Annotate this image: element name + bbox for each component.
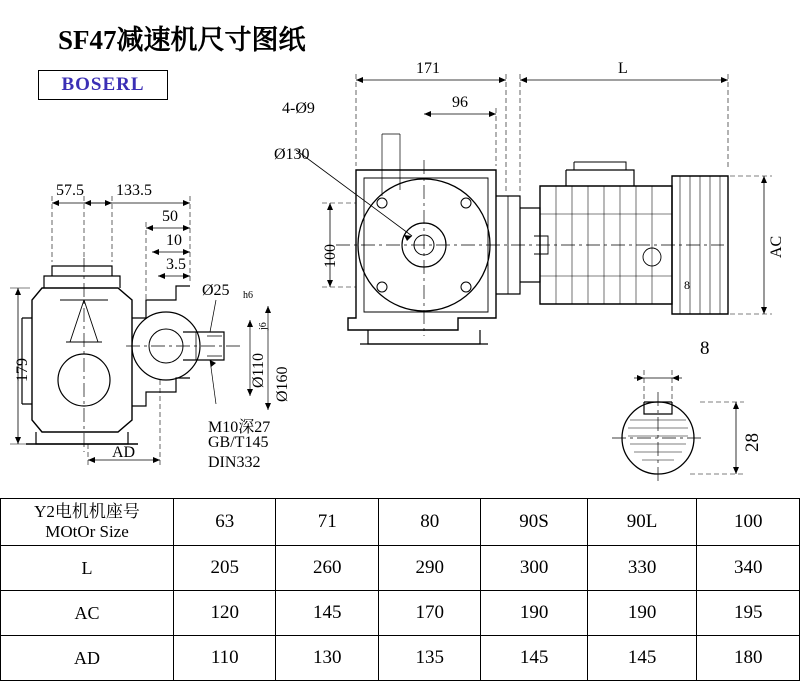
dim-d130: Ø130 — [274, 146, 310, 163]
table-cell: 100 — [697, 499, 800, 546]
table-cell: 63 — [174, 499, 276, 546]
note-standard-din: DIN332 — [208, 454, 261, 471]
dim-d25: Ø25 — [202, 282, 230, 299]
row-header-line2: MOtOr Size — [45, 522, 129, 541]
table-cell: 145 — [481, 636, 587, 681]
row-header-L: L — [1, 546, 174, 591]
motor-mark-8: 8 — [684, 278, 690, 292]
table-cell: 340 — [697, 546, 800, 591]
table-cell: 190 — [587, 591, 697, 636]
table-cell: 120 — [174, 591, 276, 636]
table-cell: 145 — [587, 636, 697, 681]
table-row — [1, 546, 800, 591]
dim-171: 171 — [416, 60, 440, 77]
table-row — [1, 591, 800, 636]
table-cell: 205 — [174, 546, 276, 591]
brand-name: BOSERL — [61, 74, 145, 95]
dim-d110-tolerance: j6 — [258, 322, 269, 330]
table-row — [1, 636, 800, 681]
note-thread-m10: M10深27 — [208, 419, 271, 436]
table-cell: 290 — [378, 546, 480, 591]
table-cell: 180 — [697, 636, 800, 681]
table-cell: 145 — [276, 591, 378, 636]
table-cell: 170 — [378, 591, 480, 636]
table-cell: 195 — [697, 591, 800, 636]
dim-d160: Ø160 — [274, 366, 291, 402]
row-header-motor-size — [1, 499, 174, 546]
dim-50: 50 — [162, 208, 178, 225]
dim-57-5: 57.5 — [56, 182, 84, 199]
table-cell: 90L — [587, 499, 697, 546]
dim-100: 100 — [322, 244, 339, 268]
dim-8: 8 — [700, 338, 710, 359]
table-cell: 90S — [481, 499, 587, 546]
dim-d25-tolerance: h6 — [243, 290, 253, 301]
row-header-AD: AD — [1, 636, 174, 681]
row-header-AC: AC — [1, 591, 174, 636]
table-cell: 300 — [481, 546, 587, 591]
table-row — [1, 499, 800, 546]
table-cell: 330 — [587, 546, 697, 591]
dim-3-5: 3.5 — [166, 256, 186, 273]
dim-10: 10 — [166, 232, 182, 249]
dim-4xd9: 4-Ø9 — [282, 100, 315, 117]
table-cell: 80 — [378, 499, 480, 546]
table-cell: 260 — [276, 546, 378, 591]
table-cell: 71 — [276, 499, 378, 546]
table-cell: 110 — [174, 636, 276, 681]
dim-L-top: L — [618, 60, 628, 77]
dim-133-5: 133.5 — [116, 182, 152, 199]
dim-AC-right: AC — [768, 235, 785, 258]
row-header-line1: Y2电机机座号 — [34, 502, 140, 522]
dim-96: 96 — [452, 94, 468, 111]
table-cell: 130 — [276, 636, 378, 681]
specification-table — [0, 498, 800, 681]
page-title: SF47减速机尺寸图纸 — [58, 25, 306, 55]
dim-179: 179 — [14, 358, 31, 382]
table-cell: 135 — [378, 636, 480, 681]
dim-AD-left: AD — [112, 444, 136, 461]
dim-d110: Ø110 — [250, 353, 267, 388]
table-cell: 190 — [481, 591, 587, 636]
dim-28: 28 — [742, 433, 763, 452]
note-standard-gb: GB/T145 — [208, 434, 269, 451]
